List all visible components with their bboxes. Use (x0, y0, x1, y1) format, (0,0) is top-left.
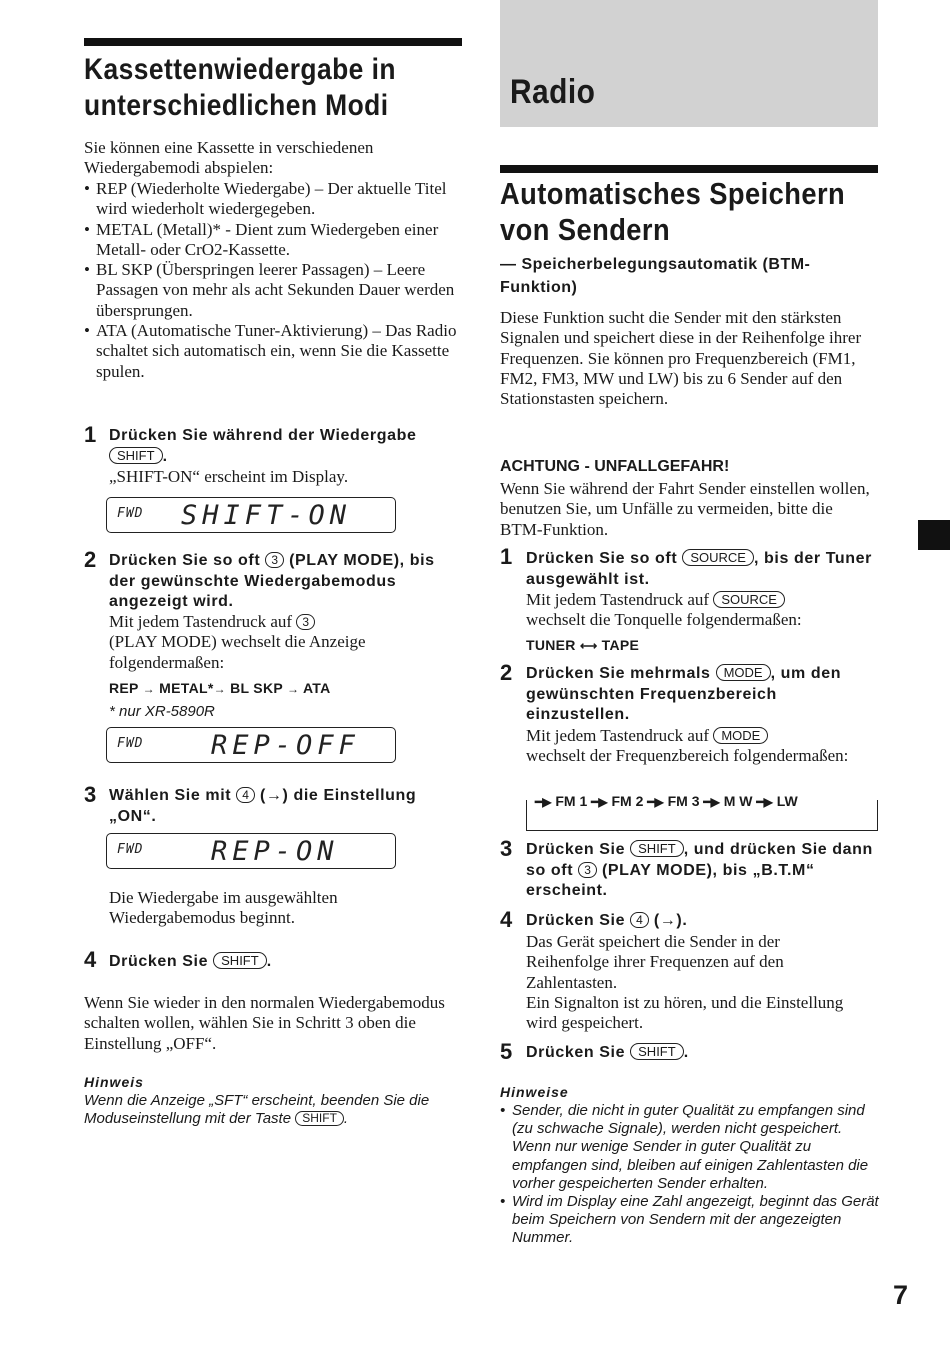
mode-key: MODE (716, 664, 771, 681)
chapter-tab-marker (918, 520, 950, 550)
arrow-both-icon: ⟷ (579, 639, 598, 653)
key-3: 3 (265, 552, 284, 568)
display-shift-on: FWD SHIFT-ON (106, 497, 396, 533)
subheading-btm: — Speicherbelegungsautomatik (BTM-Funktion) (500, 256, 811, 296)
heading-line-2: von Sendern (500, 212, 671, 247)
note-item: • Wird im Display eine Zahl angezeigt, beginnt das Gerät beim Speichern von Sendern mit der angezeigten Nummer. (500, 1193, 880, 1248)
key-4: 4 (630, 912, 649, 928)
arrow-right-icon: ━▶ (647, 795, 664, 809)
step-body: „SHIFT-ON“ erscheint im Display. (109, 467, 349, 486)
step-body: Mit jedem Tastendruck auf MODE wechselt der Frequenzbereich folgendermaßen: (526, 726, 849, 766)
arrow-right-icon: ━▶ (703, 795, 720, 809)
step-title: Drücken Sie SHIFT , und drücken Sie dann so oft 3 (PLAY MODE), bis „B.T.M“ erscheint. (526, 841, 873, 899)
page-number: 7 (893, 1280, 909, 1310)
arrow-right-icon: → (142, 682, 155, 696)
warning-title: ACHTUNG - UNFALLGEFAHR! (500, 458, 730, 475)
mode-item-ata: • ATA (Automatische Tuner-Aktivierung) – Das Radio schaltet sich automatisch ein, wenn Sie die Kassette spulen. (84, 321, 462, 382)
arrow-right-icon: → (213, 682, 226, 696)
step-number: 4 (500, 907, 513, 932)
step-number: 2 (500, 660, 513, 685)
source-key: SOURCE (713, 591, 785, 608)
step-number: 4 (84, 947, 97, 972)
display-rep-on: FWD REP-ON (106, 833, 396, 869)
mode-list (84, 179, 462, 382)
step-title: Drücken Sie so oft 3 (PLAY MODE), bis der gewünschte Wiedergabemodus angezeigt wird. (109, 552, 435, 610)
step-number: 5 (500, 1039, 513, 1064)
step-number: 3 (84, 782, 97, 807)
mode-item-bl-skp: • BL SKP (Überspringen leerer Passagen) – Leere Passagen von mehr als acht Sekunden Dauer werden übersprungen. (84, 260, 462, 321)
intro-paragraph: Sie können eine Kassette in verschiedenen Wiedergabemodi abspielen: (84, 138, 374, 178)
shift-key: SHIFT (295, 1111, 344, 1126)
shift-key: SHIFT (109, 447, 163, 464)
outro-paragraph: Wenn Sie wieder in den normalen Wiedergabemodus schalten wollen, wählen Sie in Schritt 3 oben die Einstellung „OFF“. (84, 993, 445, 1053)
shift-key: SHIFT (630, 1043, 684, 1060)
step-number: 2 (84, 547, 97, 572)
band-sequence: ━▶ FM 1 ━▶ FM 2 ━▶ FM 3 ━▶ M W ━▶ LW (531, 793, 802, 810)
step-title: Wählen Sie mit 4 (→) die Einstellung „ON“. (109, 787, 417, 825)
model-footnote: * nur XR-5890R (109, 703, 215, 720)
heading-auto-store (500, 176, 845, 248)
step-title: Drücken Sie SHIFT . (526, 1044, 689, 1061)
step-number: 1 (84, 422, 97, 447)
shift-key: SHIFT (630, 840, 684, 857)
heading-rule-left (84, 38, 462, 46)
display-rep-off: FWD REP-OFF (106, 727, 396, 763)
mode-item-metal: • METAL (Metall)* - Dient zum Wiedergeben einer Metall- oder CrO2-Kassette. (84, 220, 462, 261)
step-number: 3 (500, 836, 513, 861)
mode-item-rep: • REP (Wiederholte Wiedergabe) – Der aktuelle Titel wird wiederholt wiedergegeben. (84, 179, 462, 220)
heading-line-2: unterschiedlichen Modi (84, 89, 389, 122)
heading-cassette-modes (84, 52, 396, 124)
step-title: Drücken Sie so oft SOURCE , bis der Tuner ausgewählt ist. (526, 550, 873, 588)
section-title-radio: Radio (510, 73, 596, 111)
source-sequence: TUNER ⟷ TAPE (526, 637, 640, 653)
note-text: Wenn die Anzeige „SFT“ erscheint, beenden Sie die Moduseinstellung mit der Taste SHIFT . (84, 1092, 430, 1128)
source-key: SOURCE (682, 549, 754, 566)
step-body: Mit jedem Tastendruck auf SOURCE wechselt die Tonquelle folgendermaßen: (526, 590, 802, 630)
key-3: 3 (578, 862, 597, 878)
step-body: Mit jedem Tastendruck auf 3 (PLAY MODE) wechselt die Anzeige folgendermaßen: (109, 612, 366, 672)
intro-paragraph: Diese Funktion sucht die Sender mit den stärksten Signalen und speichert diese in der Reihenfolge ihrer Frequenzen. Sie können pro Frequenzbereich (FM1, FM2, FM3, MW und LW) bis zu 6 Sender auf den Stationstasten speichern. (500, 308, 862, 409)
notes-list (500, 1102, 880, 1248)
arrow-right-icon: → (286, 682, 300, 696)
step-title: Drücken Sie während der Wiedergabe SHIFT . (109, 427, 417, 465)
mode-key: MODE (713, 727, 768, 744)
note-title: Hinweis (84, 1074, 144, 1090)
heading-line-1: Automatisches Speichern (500, 176, 846, 211)
step-body: Die Wiedergabe im ausgewählten Wiedergabemodus beginnt. (109, 888, 338, 928)
warning-body: Wenn Sie während der Fahrt Sender einstellen wollen, benutzen Sie, um Unfälle zu vermeiden, bitte die BTM-Funktion. (500, 479, 870, 539)
note-item: • Sender, die nicht in guter Qualität zu empfangen sind (zu schwache Signale), werden nicht gespeichert. Wenn nur wenige Sender in guter Qualität zu empfangen sind, bleiben auf einigen Zahlentasten die vorher gespeicherten Sender erhalten. (500, 1102, 880, 1193)
step-number: 1 (500, 544, 513, 569)
arrow-right-icon: ━▶ (756, 795, 773, 809)
heading-line-1: Kassettenwiedergabe in (84, 53, 396, 86)
arrow-right-icon: ━▶ (591, 795, 608, 809)
step-title: Drücken Sie mehrmals MODE , um den gewünschten Frequenzbereich einzustellen. (526, 665, 842, 723)
key-4: 4 (236, 787, 255, 803)
arrow-right-icon: ━▶ (535, 795, 552, 809)
shift-key: SHIFT (213, 952, 267, 969)
heading-rule-right (500, 165, 878, 173)
notes-title: Hinweise (500, 1084, 569, 1100)
key-3: 3 (296, 614, 315, 630)
step-title: Drücken Sie 4 (→). (526, 912, 688, 929)
step-body: Das Gerät speichert die Sender in der Reihenfolge ihrer Frequenzen auf den Zahlentasten. Ein Signalton ist zu hören, und die Einstellung wird gespeichert. (526, 932, 844, 1033)
mode-sequence: REP → METAL*→ BL SKP → ATA (109, 680, 331, 696)
step-title: Drücken Sie SHIFT . (109, 953, 272, 970)
